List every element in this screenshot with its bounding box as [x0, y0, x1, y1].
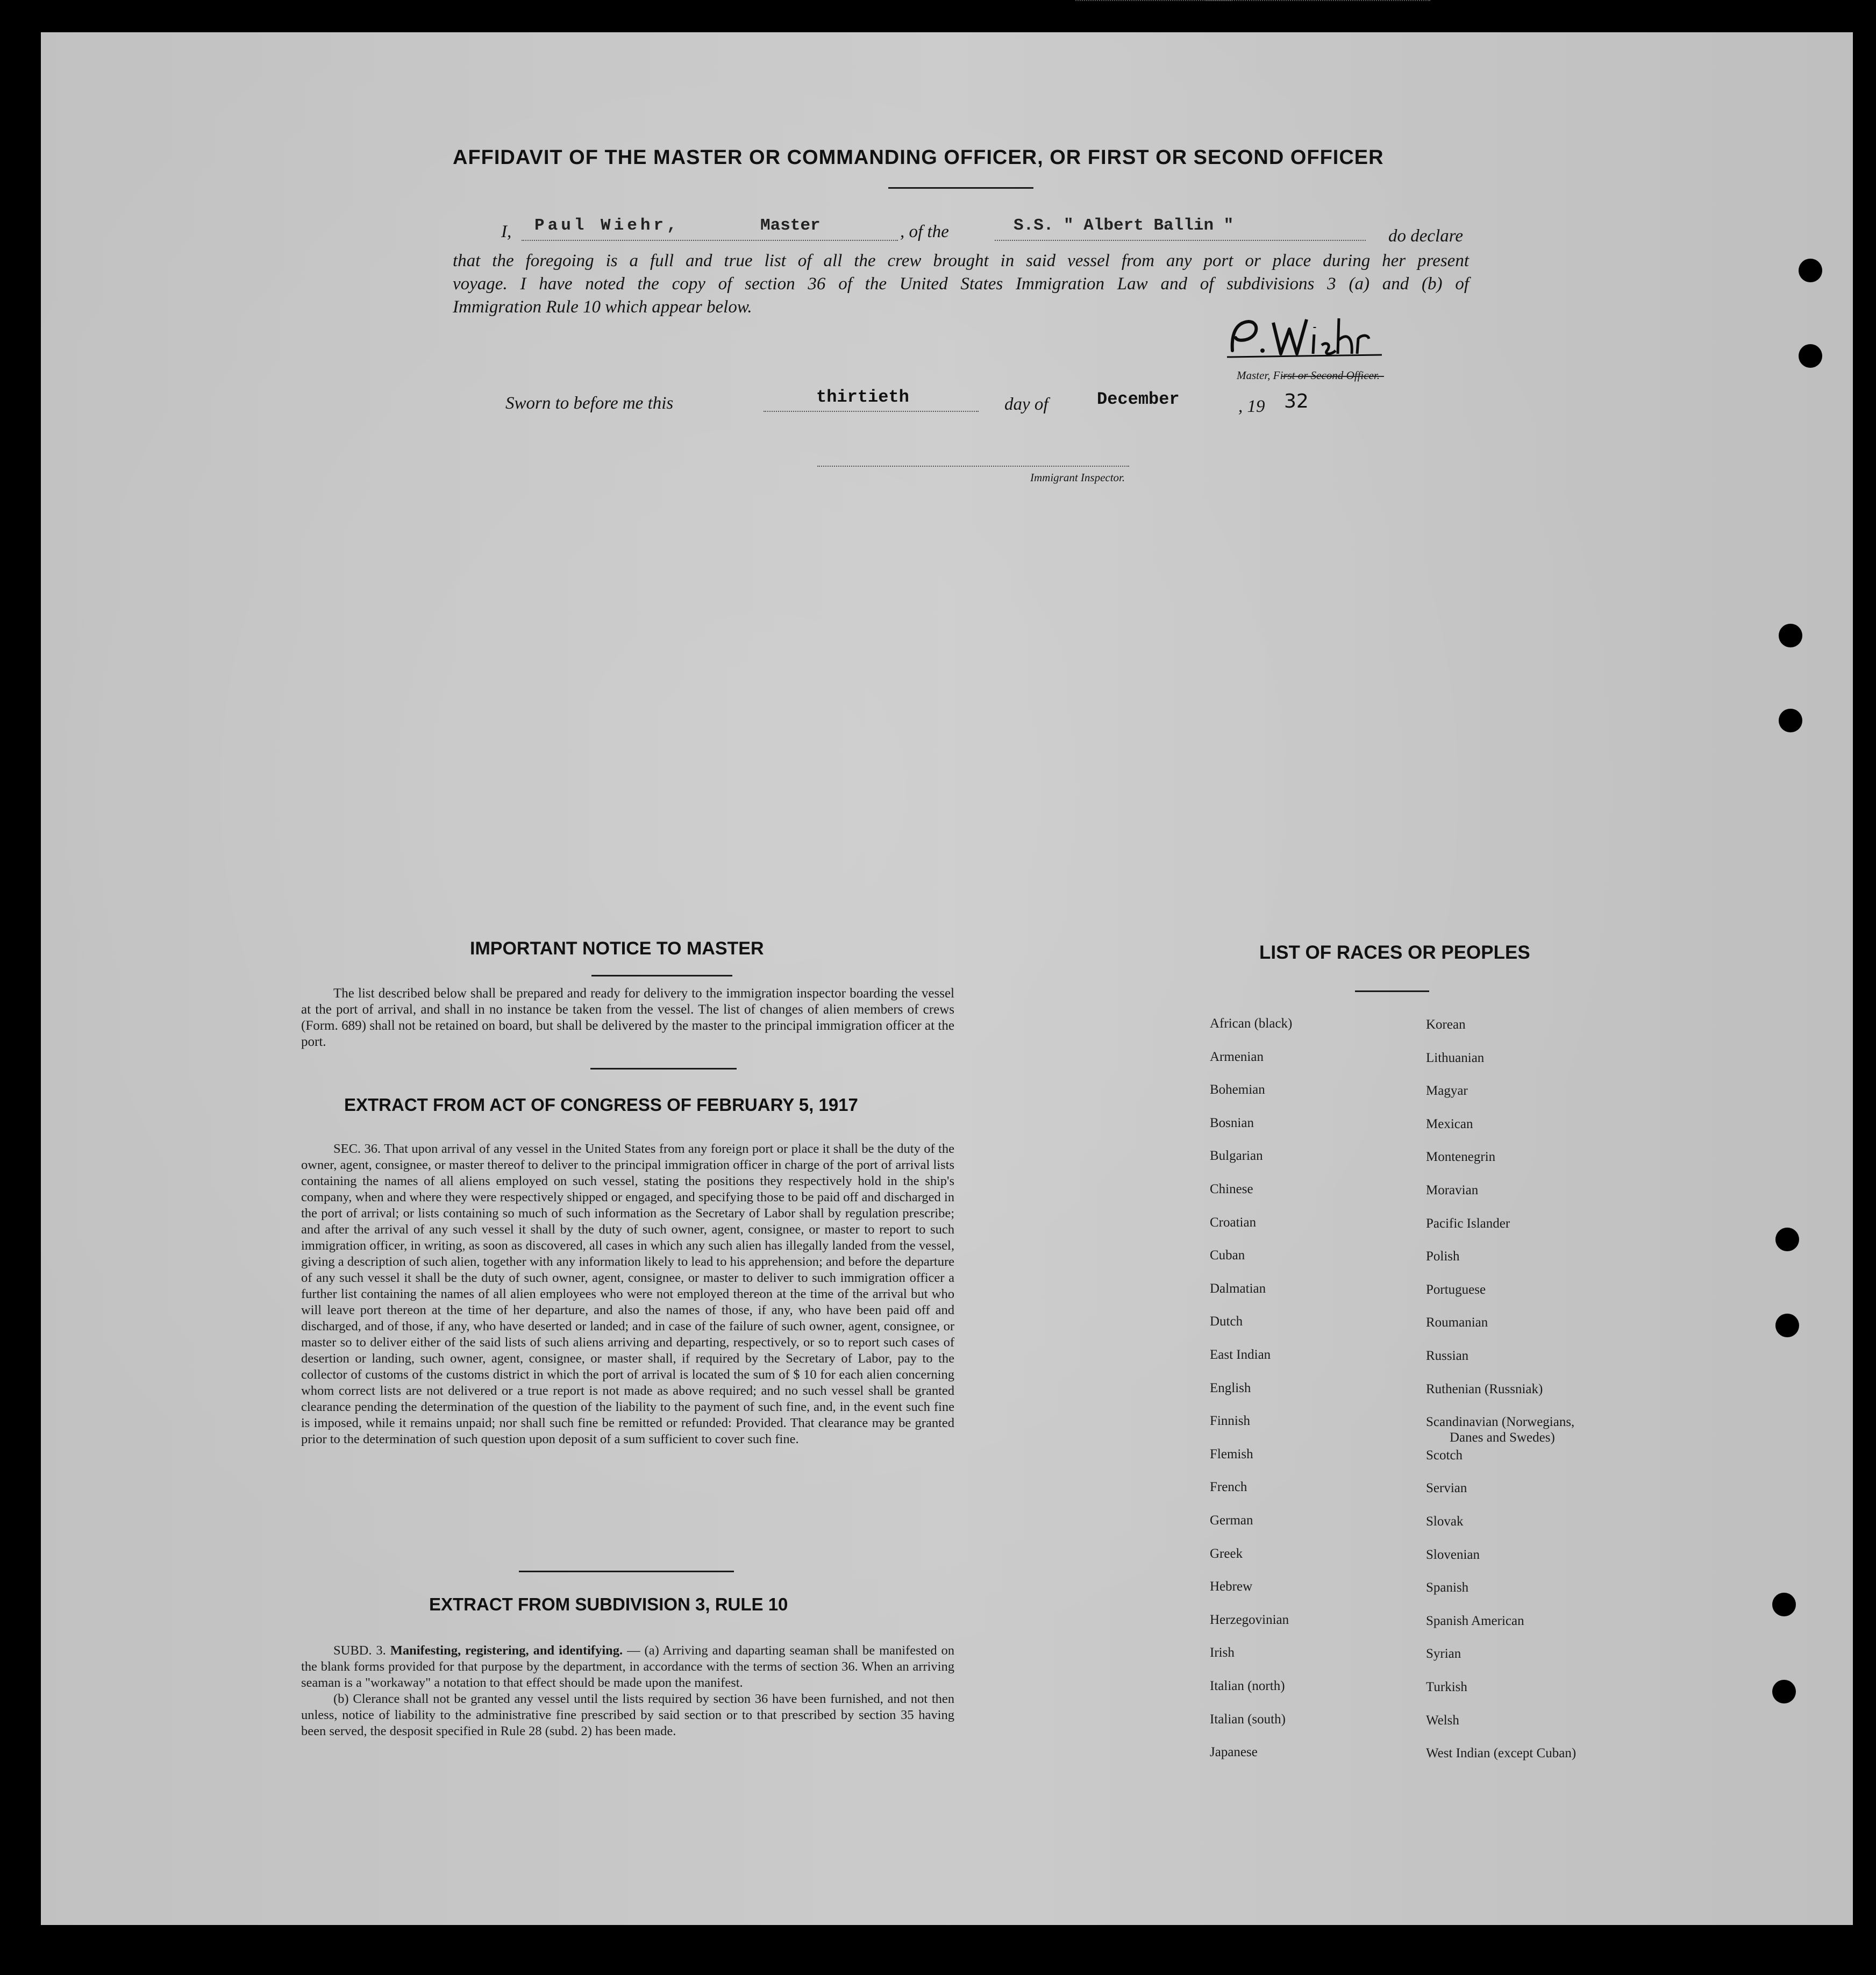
race-item: Flemish [1210, 1446, 1253, 1461]
race-item: Bohemian [1210, 1082, 1265, 1097]
race-item: Scandinavian (Norwegians, [1426, 1415, 1575, 1430]
subd-a-paragraph [301, 1643, 954, 1691]
act-title: EXTRACT FROM ACT OF CONGRESS OF FEBRUARY 5, 1917 [344, 1095, 858, 1115]
rule-text [301, 1643, 954, 1739]
race-item: East Indian [1210, 1347, 1271, 1362]
races-title: LIST OF RACES OR PEOPLES [1259, 942, 1530, 963]
rule-title: EXTRACT FROM SUBDIVISION 3, RULE 10 [429, 1594, 788, 1614]
race-item: Slovenian [1426, 1547, 1480, 1562]
master-name-field: Paul Wiehr, [534, 216, 680, 235]
race-item: Italian (south) [1210, 1712, 1286, 1727]
race-item: French [1210, 1480, 1247, 1495]
race-item: Greek [1210, 1546, 1243, 1561]
race-item: German [1210, 1513, 1253, 1528]
race-item: Hebrew [1210, 1579, 1253, 1594]
year-prefix: , 19 [1238, 397, 1265, 416]
race-item: Korean [1426, 1017, 1466, 1032]
notice-text [301, 986, 954, 1050]
race-item: Roumanian [1426, 1315, 1488, 1330]
affidavit-line-3: voyage. I have noted the copy of section 36 of the United States Immigration Law and of subdivisions 3 (a) and (b) of [453, 274, 1469, 294]
race-item: Ruthenian (Russniak) [1426, 1381, 1543, 1396]
race-item: Servian [1426, 1481, 1467, 1496]
punch-hole [1799, 259, 1822, 282]
master-signature [1221, 313, 1393, 369]
notice-title: IMPORTANT NOTICE TO MASTER [470, 938, 764, 959]
race-item: Turkish [1426, 1680, 1467, 1694]
notice-paragraph: The list described below shall be prepared and ready for delivery to the immigration inspector boarding the vessel at the port of arrival, and shall in no instance be taken from the vessel. The list of changes of alien members of crews (Form. 689) shall not be retained on board, but shall be delivered by the master to the principal immigration officer at the port. [301, 986, 954, 1049]
of-the-label: , of the [900, 222, 949, 241]
race-item: Cuban [1210, 1248, 1245, 1263]
race-item: Spanish American [1426, 1613, 1524, 1628]
name-field-line [522, 240, 898, 241]
signature-caption-text: Master, First or Second Officer. [1237, 369, 1380, 382]
race-item: Portuguese [1426, 1282, 1486, 1297]
race-item: Italian (north) [1210, 1679, 1285, 1693]
race-item: Chinese [1210, 1182, 1253, 1196]
race-item: Syrian [1426, 1646, 1461, 1662]
day-of-label: day of [1004, 395, 1048, 414]
month-field: December [1097, 389, 1180, 409]
subd-prefix: SUBD. 3. [333, 1643, 386, 1658]
race-item: Finnish [1210, 1414, 1251, 1429]
vessel-field-line [995, 240, 1366, 241]
race-item: Irish [1210, 1645, 1235, 1660]
punch-hole [1779, 624, 1802, 647]
do-declare-label: do declare [1388, 226, 1463, 246]
subd-a-text: — (a) Arriving and daparting seaman shall be manifested on the blank forms provided for that purpose by the department, in accordance with the terms of section 36. When an arriving seaman is a "workaway" a notation to that effect should be made upon the manifest. [301, 1643, 955, 1690]
sworn-label: Sworn to before me this [505, 394, 674, 413]
race-item: Pacific Islander [1426, 1216, 1510, 1231]
race-item: Slovak [1426, 1514, 1464, 1529]
race-item: Japanese [1210, 1745, 1258, 1760]
race-item: Moravian [1426, 1183, 1479, 1197]
race-item: Herzegovinian [1210, 1612, 1289, 1627]
punch-hole [1772, 1593, 1796, 1616]
race-item: Welsh [1426, 1713, 1459, 1728]
race-item: Bulgarian [1210, 1149, 1263, 1164]
affidavit-line-4: Immigration Rule 10 which appear below. [453, 297, 752, 317]
race-item: Montenegrin [1426, 1150, 1496, 1165]
subd-heading: Manifesting, registering, and identifying. [390, 1643, 623, 1658]
notice-divider [590, 1068, 737, 1070]
notice-title-rule [591, 975, 732, 976]
race-item: Dutch [1210, 1314, 1243, 1329]
signature-line [1204, 0, 1430, 1]
affidavit-line-2: that the foregoing is a full and true list of all the crew brought in said vessel from any port or place during her present [453, 251, 1469, 270]
punch-hole [1779, 709, 1802, 732]
act-divider [519, 1571, 734, 1572]
affidavit-i-label: I, [501, 222, 512, 241]
day-field: thirtieth [816, 387, 909, 407]
affidavit-title-rule [888, 187, 1033, 189]
act-text [301, 1141, 954, 1448]
race-item: Lithuanian [1426, 1050, 1485, 1065]
affidavit-title: AFFIDAVIT OF THE MASTER OR COMMANDING OFFICER, OR FIRST OR SECOND OFFICER [453, 146, 1384, 169]
race-item: Mexican [1426, 1116, 1473, 1131]
day-field-line [764, 411, 979, 412]
punch-hole [1775, 1228, 1799, 1251]
race-item: Bosnian [1210, 1115, 1254, 1130]
race-item: English [1210, 1380, 1251, 1395]
vessel-name-field: S.S. " Albert Ballin " [1014, 216, 1234, 235]
document-page [41, 32, 1853, 1925]
punch-hole [1775, 1314, 1799, 1337]
subd-b-paragraph: (b) Clerance shall not be granted any vessel until the lists required by section 36 have been furnished, and not then unless, notice of liability to the administrative fine prescribed by said section or to that prescribed by section 35 having been served, the desposit specified in Rule 28 (subd. 2) has been made. [301, 1692, 954, 1738]
section-36-paragraph: SEC. 36. That upon arrival of any vessel in the United States from any foreign port or place it shall be the duty of the owner, agent, consignee, or master thereof to deliver to the principal immigration officer in charge of the port of arrival lists containing the names of all aliens employed on such vessel, stating the positions they respectively hold in the ship's company, when and where they were respectively shipped or engaged, and specifying those to be paid off and discharged in the port of arrival; or lists containing so much of such information as the Secretary of Labor shall by regulation prescribe; and after the arrival of any such vessel it shall by the duty of such owner, agent, consignee, or master to report to such immigration officer, in writing, as soon as discovered, all cases in which any such alien has illegally landed from the vessel, giving a description of such alien, together with any information likely to lead to his apprehension; and before the departure of any such vessel it shall be the duty of such owner, agent, consignee, or master to deliver to such immigration officer a further list containing the names of all alien employees who were not employed thereon at the time of the arrival but who will leave port thereon at the time of her departure, and also the names of those, if any, who have been paid off and discharged, and of those, if any, who have deserted or landed; and in case of the failure of such owner, agent, consignee, or master so to deliver either of the said lists of such aliens arriving and departing, respectively, or so to report such cases of desertion or landing, such owner, agent, consignee, or master shall, if required by the Secretary of Labor, pay to the collector of customs of the customs district in which the port of arrival is located the sum of $ 10 for each alien concerning whom correct lists are not delivered or a true report is not made as above required; and no such vessel shall be granted clearance pending the determination of the question of the liability to the payment of such fine, and, in the event such fine is imposed, while it remains unpaid; nor shall such fine be remitted or refunded: Provided. That clearance may be granted prior to the determination of such question upon deposit of a sum sufficient to cover such fine. [301, 1142, 954, 1446]
year-field: 32 [1284, 390, 1309, 412]
race-item: Dalmatian [1210, 1281, 1266, 1296]
race-item: Scotch [1426, 1448, 1463, 1463]
inspector-signature-line [817, 466, 1129, 467]
race-item: Spanish [1426, 1580, 1469, 1595]
race-item: West Indian (except Cuban) [1426, 1746, 1577, 1761]
inspector-caption: Immigrant Inspector. [1030, 471, 1125, 484]
month-field-line [1075, 0, 1231, 1]
race-item: Danes and Swedes) [1450, 1430, 1555, 1445]
punch-hole [1799, 344, 1822, 368]
strike-first-second [1282, 376, 1384, 377]
races-title-rule [1355, 990, 1429, 992]
race-item: Magyar [1426, 1083, 1468, 1099]
race-item: Croatian [1210, 1215, 1257, 1230]
race-item: African (black) [1210, 1016, 1293, 1031]
race-item: Armenian [1210, 1049, 1264, 1064]
master-rank-field: Master [760, 216, 821, 235]
punch-hole [1772, 1680, 1796, 1703]
race-item: Polish [1426, 1249, 1460, 1264]
race-item: Russian [1426, 1349, 1469, 1363]
